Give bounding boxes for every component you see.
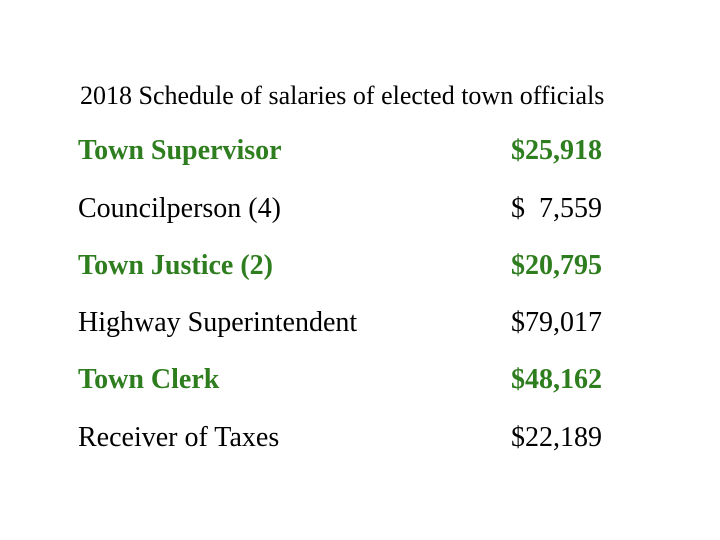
document-title: 2018 Schedule of salaries of elected town officials [80,81,605,110]
salary-amount: $20,795 [511,250,602,281]
salary-row-receiver-of-taxes [78,418,658,458]
salary-amount: $48,162 [511,364,602,395]
salary-amount: $79,017 [511,307,602,338]
official-title: Highway Superintendent [78,307,358,338]
official-title: Town Justice (2) [78,250,273,281]
salary-row-town-clerk [78,360,658,400]
official-title: Councilperson (4) [78,193,281,224]
salary-amount: $25,918 [511,135,602,166]
salary-amount: $22,189 [511,422,602,453]
salary-row-town-supervisor [78,131,658,171]
salary-row-highway-superintendent [78,303,658,343]
salary-amount: $ 7,559 [511,193,602,224]
salary-row-councilperson [78,189,658,229]
salary-row-town-justice [78,246,658,286]
official-title: Receiver of Taxes [78,422,280,453]
official-title: Town Clerk [78,364,220,395]
official-title: Town Supervisor [78,135,282,166]
